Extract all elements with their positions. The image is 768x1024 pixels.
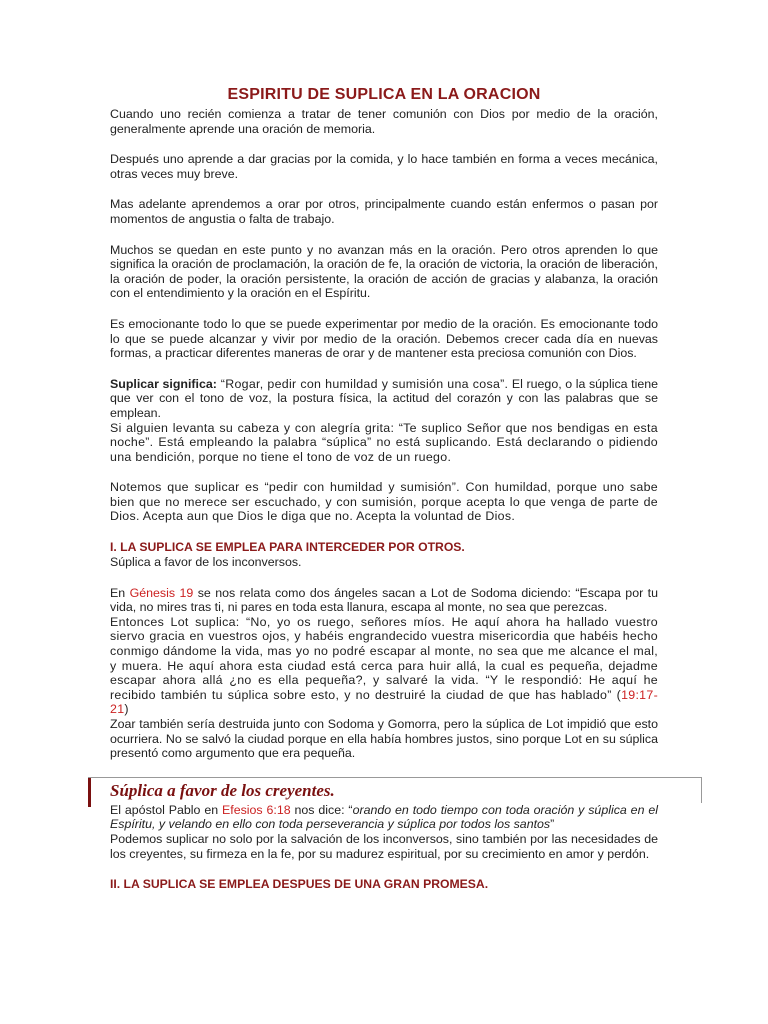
efesios-mid: nos dice: “: [290, 802, 353, 817]
genesis-text: se nos relata como dos ángeles sacan a Lot de Sodoma diciendo: “Escapa por tu vida, no mires tras ti, ni pares en toda esta llanura, escapa al monte, no sea que perezcas.: [110, 585, 658, 615]
suplicar-label: Suplicar significa:: [110, 376, 217, 391]
section-heading-promesa: II. LA SUPLICA SE EMPLEA DESPUES DE UNA GRAN PROMESA.: [110, 877, 489, 892]
genesis-pre: En: [110, 585, 130, 600]
section-heading-box-creyentes: [88, 777, 702, 803]
paragraph-ejemplo-suplica: Si alguien levanta su cabeza y con alegría grita: “Te suplico Señor que nos bendigas en esta noche”. Está empleando la palabra “súplica” no está suplicando. Está declarando o pidiendo una bendición, porque no tiene el tono de voz de un ruego.: [110, 420, 658, 464]
paragraph-lot-suplica: [110, 615, 658, 717]
paragraph-emocionante: Es emocionante todo lo que se puede experimentar por medio de la oración. Es emocionante todo lo que se puede alcanzar y vivir por medio de la oración. Debemos crecer cada día en nuevas formas, a practicar diferentes maneras de orar y de mantener esta preciosa comunión con Dios.: [110, 316, 658, 361]
section-heading-interceder: I. LA SUPLICA SE EMPLEA PARA INTERCEDER POR OTROS.: [110, 540, 465, 555]
genesis-reference-link[interactable]: Génesis 19: [129, 585, 194, 600]
suplicar-explanation: El ruego, o la súplica tiene que ver con el tono de voz, la postura física, la actitud del corazón y con las palabras que se emplean.: [110, 376, 659, 420]
paragraph-tipos-oracion: Muchos se quedan en este punto y no avanzan más en la oración. Pero otros aprenden lo que significa la oración de proclamación, la oración de fe, la oración de victoria, la oración de liberación, la oración de poder, la oración persistente, la oración de acción de gracias y alabanza, la oración con el entendimiento y la oración en el Espíritu.: [110, 242, 658, 301]
lot-close: ): [124, 702, 129, 717]
paragraph-gracias: Después uno aprende a dar gracias por la comida, y lo hace también en forma a veces mecánica, otras veces muy breve.: [110, 152, 658, 181]
paragraph-efesios: [110, 803, 658, 832]
lot-text: Entonces Lot suplica: “No, yo os ruego, señores míos. He aquí ahora ha hallado vuestro siervo gracia en vuestros ojos, y habéis engrandecido vuestra misericordia que habéis hecho conmigo dándome la vida, mas yo no podré escapar al monte, no sea que me alcance el mal, y muera. He aquí ahora esta ciudad está cerca para huir allá, la cual es pequeña, dejadme escapar ahora allá ¿no es ella pequeña?, y salvaré la vida. “Y le respondió: He aquí he recibido también tu súplica sobre esto, y no destruiré la ciudad de que has hablado” (: [110, 614, 658, 702]
efesios-end: ”: [550, 817, 555, 832]
paragraph-orar-por-otros: Mas adelante aprendemos a orar por otros, principalmente cuando están enfermos o pasan por momentos de angustia o falta de trabajo.: [110, 197, 658, 226]
paragraph-intro: Cuando uno recién comienza a tratar de tener comunión con Dios por medio de la oración, generalmente aprende una oración de memoria.: [110, 107, 658, 136]
efesios-reference-link[interactable]: Efesios 6:18: [221, 802, 291, 817]
document-title: ESPIRITU DE SUPLICA EN LA ORACION: [227, 86, 541, 103]
paragraph-suplicar-significa: [110, 377, 658, 421]
section-heading-creyentes: Súplica a favor de los creyentes.: [110, 780, 335, 800]
efesios-quote: orando en todo tiempo con toda oración y súplica en el Espíritu, y velando en ello con toda perseverancia y súplica por todos los santos: [110, 802, 658, 832]
paragraph-zoar: Zoar también sería destruida junto con Sodoma y Gomorra, pero la súplica de Lot impidió que esto ocurriera. No se salvó la ciudad porque en ella había hombres justos, sino porque Lot en su súplica presentó como argumento que era pequeña.: [110, 717, 658, 761]
genesis-verse-link[interactable]: 19:17-21: [110, 687, 658, 717]
document-body: [110, 86, 658, 892]
paragraph-genesis: [110, 586, 658, 615]
paragraph-notemos: Notemos que suplicar es “pedir con humildad y sumisión”. Con humildad, porque uno sabe bien que no merece ser escuchado, y con sumisión, porque acepta lo que venga de parte de Dios. Acepta aun que Dios le diga que no. Acepta la voluntad de Dios.: [110, 480, 658, 524]
heading-top-rule: [88, 777, 702, 778]
heading-right-rule: [701, 777, 702, 803]
suplicar-definition: “Rogar, pedir con humildad y sumisión una cosa”.: [216, 376, 509, 391]
efesios-pre: El apóstol Pablo en: [110, 802, 222, 817]
paragraph-creyentes: Podemos suplicar no solo por la salvación de los inconversos, sino también por las necesidades de los creyentes, su firmeza en la fe, por su madurez espiritual, por su crecimiento en amor y perdón.: [110, 831, 658, 861]
subheading-inconversos: Súplica a favor de los inconversos.: [110, 555, 302, 570]
heading-accent-bar: [88, 777, 91, 807]
